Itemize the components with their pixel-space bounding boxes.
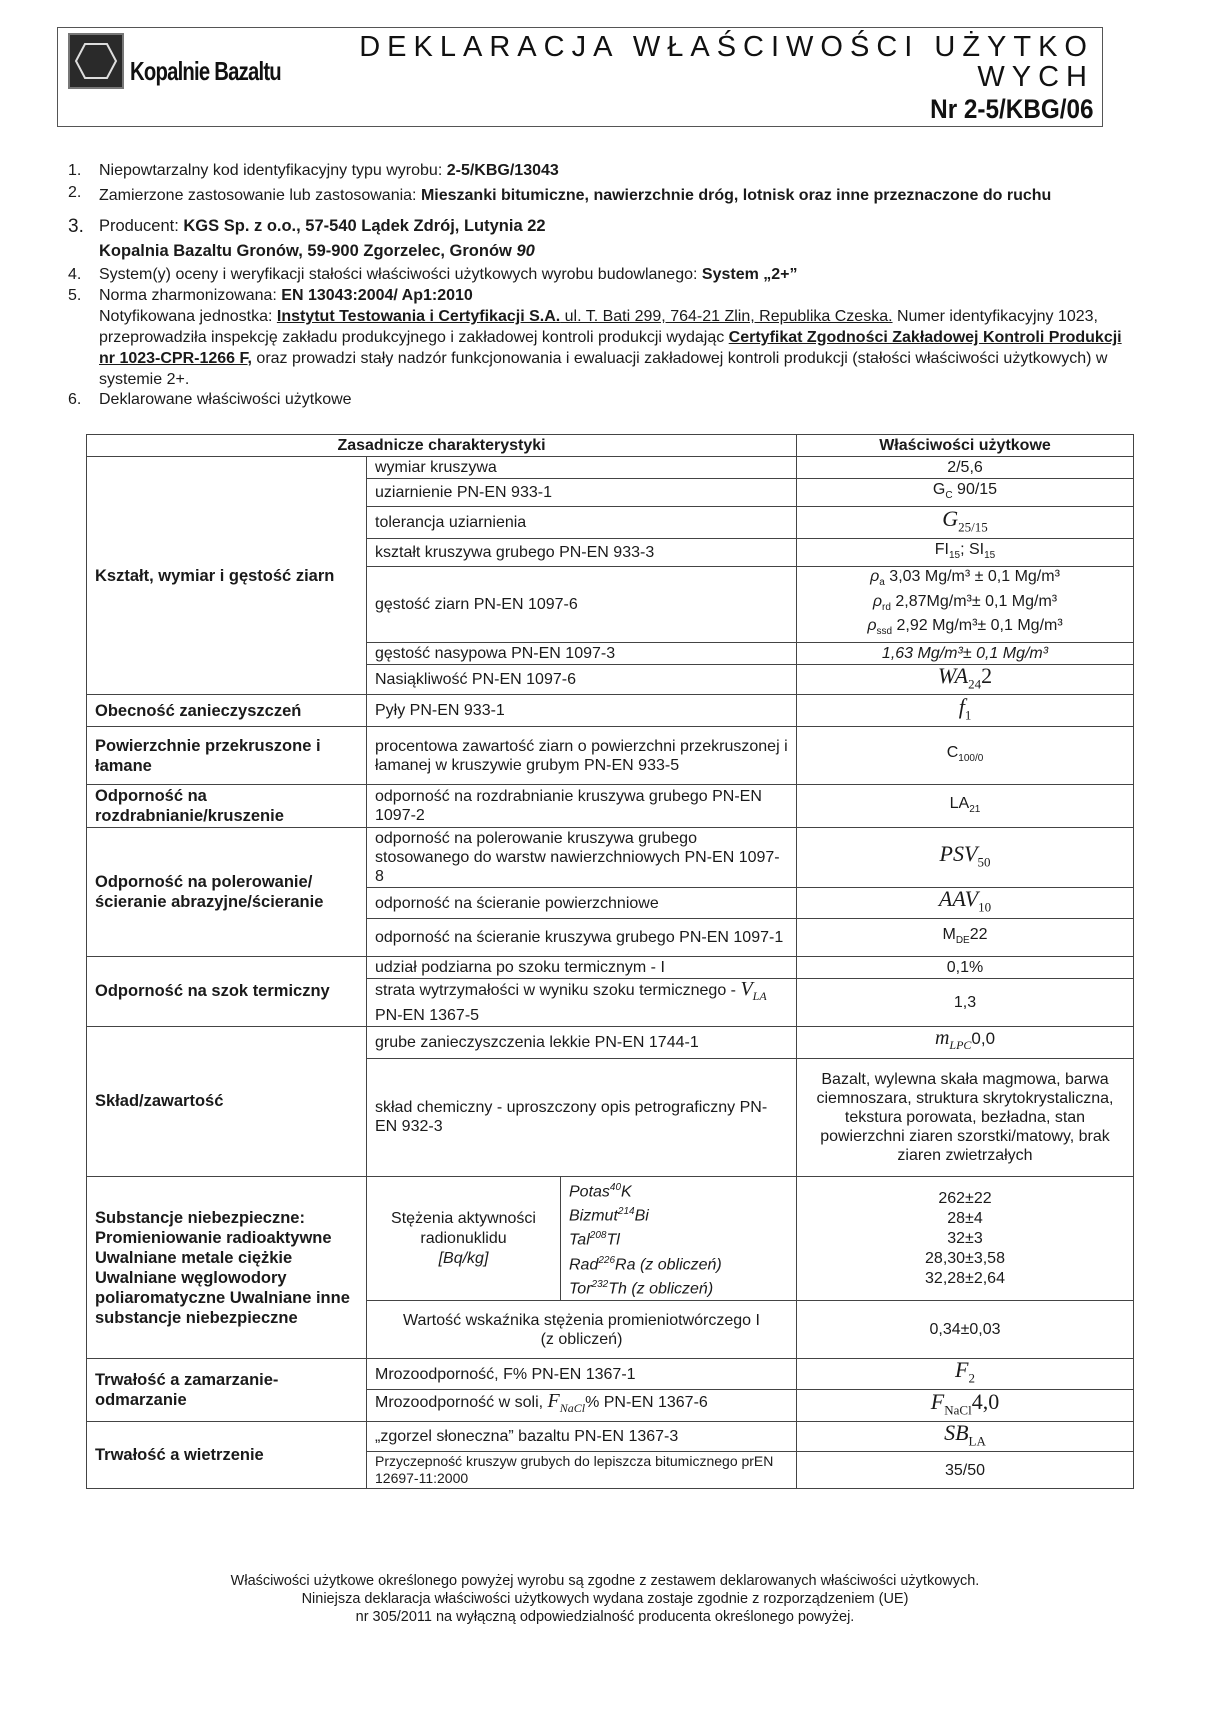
category-weathering: Trwałość a wietrzenie: [87, 1421, 367, 1488]
manufacturer: KGS Sp. z o.o., 57-540 Lądek Zdrój, Lutynia 22: [183, 217, 546, 235]
table-row: odporność na ścieranie powierzchniowe $AAV_{10}$: [87, 888, 1134, 918]
table-row: gęstość ziarn PN-EN 1097-6 $\rho_a$ 3,03 Mg/m³ ± 0,1 Mg/m³ $\rho_{rd}$ 2,87Mg/m³± 0,1 Mg/m³ $\rho_{ssd}$ 2,92 Mg/m³± 0,1 Mg/m³: [87, 567, 1134, 643]
category-composition: Skład/zawartość: [87, 1026, 367, 1176]
notified-body-link: Instytut Testowania i Certyfikacji S.A.: [276, 308, 561, 325]
category-shape: Kształt, wymiar i gęstość ziarn: [87, 457, 367, 695]
radioactivity-index-label: Wartość wskaźnika stężenia promieniotwórczego I: [403, 1311, 760, 1329]
table-row: gęstość nasypowa PN-EN 1097-3 1,63 Mg/m³± 0,1 Mg/m³: [87, 642, 1134, 664]
nuclide-bismuth: Bizmut$^{214}$Bi: [569, 1206, 649, 1225]
item-intended-use: 2. Zamierzone zastosowanie lub zastosowania: Mieszanki bitumiczne, nawierzchnie dróg, lotnisk oraz inne przeznaczone do ruchu: [68, 184, 1052, 204]
table-row: Trwałość a zamarzanie-odmarzanie Mrozoodporność, F% PN-EN 1367-1 $F_2$: [87, 1359, 1134, 1389]
document-header: [57, 27, 1103, 127]
nuclide-thorium: Tor$^{232}$Th (z obliczeń): [569, 1279, 714, 1298]
table-row: Trwałość a wietrzenie „zgorzel słoneczna” bazaltu PN-EN 1367-3 $SB_{LA}$: [87, 1421, 1134, 1451]
item-avcp-system: 4. System(y) oceny i weryfikacji stałości właściwości użytkowych wyrobu budowlanego: System „2+”: [68, 266, 798, 283]
category-crushed-surfaces: Powierzchnie przekruszone i łamane: [87, 727, 367, 785]
document-title-line2: WYCH: [977, 61, 1094, 93]
table-row: Powierzchnie przekruszone i łamane procentowa zawartość ziarn o powierzchni przekruszonej i łamanej w kruszywie grubym PN-EN 933-5 $C_{100/0}$: [87, 727, 1134, 785]
category-polishing: Odporność na polerowanie/ścieranie abrazyjne/ścieranie: [87, 828, 367, 956]
table-row: Mrozoodporność w soli, $F_{NaCl}\%$ PN-EN 1367-6 $F_{NaCl}4,0$: [87, 1389, 1134, 1421]
category-freeze-thaw: Trwałość a zamarzanie-odmarzanie: [87, 1359, 367, 1421]
table-row: Skład/zawartość grube zanieczyszczenia lekkie PN-EN 1744-1 $m_{LPC}0,0$: [87, 1026, 1134, 1058]
avcp-system: System „2+”: [701, 266, 798, 283]
document-title-line1: DEKLARACJA WŁAŚCIWOŚCI UŻYTKO: [359, 31, 1094, 63]
nuclide-potassium: Potas$^{40}$K: [569, 1181, 632, 1201]
table-row: skład chemiczny - uproszczony opis petrograficzny PN-EN 932-3 Bazalt, wylewna skała magmowa, barwa ciemnoszara, struktura skrytokrystaliczna, tekstura porowata, bezładna, stan powierzchni ziaren szorstki/matowy, brak ziaren zwietrzałych: [87, 1058, 1134, 1176]
table-row: Kształt, wymiar i gęstość ziarn wymiar kruszywa 2/5,6: [87, 457, 1134, 479]
item-harmonised-standard: 5. Norma zharmonizowana: EN 13043:2004/ Ap1:2010 Notyfikowana jednostka: Instytut Testowania i Certyfikacji S.A. ul. T. Bati 299, 764-21 Zlin, Republika Czeska. Numer identyfikacyjny 1023, przeprowadziła inspekcję zakładu produkcyjnego i zakładowej kontroli produkcji wydając Certyfikat Zgodności Zakładowej Kontroli Produkcji nr 1023-CPR-1266 F, oraz prowadzi stały nadzór funkcjonowania i ewaluacji zakładowej kontroli produkcji (stałości właściwości użytkowych) w systemie 2+.: [68, 287, 1122, 388]
certificate-link: Certyfikat Zgodności Zakładowej Kontroli Produkcji nr 1023-CPR-1266 F,: [99, 329, 1122, 367]
intended-use: Mieszanki bitumiczne, nawierzchnie dróg, lotnisk oraz inne przeznaczone do ruchu: [420, 187, 1052, 204]
company-logo-text: Kopalnie Bazaltu: [130, 56, 281, 86]
category-impurities: Obecność zanieczyszczeń: [87, 695, 367, 727]
table-row: Odporność na rozdrabnianie/kruszenie odporność na rozdrabnianie kruszywa grubego PN-EN 1097-2 $LA_{21}$: [87, 785, 1134, 828]
table-row: Obecność zanieczyszczeń Pyły PN-EN 933-1 $f_1$: [87, 695, 1134, 727]
table-header-row: [87, 435, 1134, 457]
table-row: kształt kruszywa grubego PN-EN 933-3 $FI_{15}$; $SI_{15}$: [87, 539, 1134, 567]
table-row: tolerancja uziarnienia $G_{25/15}$: [87, 507, 1134, 539]
table-row: strata wytrzymałości w wyniku szoku termicznego - $V_{LA}$ PN-EN 1367-5 1,3: [87, 978, 1134, 1026]
item-manufacturer: 3. Producent: KGS Sp. z o.o., 57-540 Lądek Zdrój, Lutynia 22 Kopalnia Bazaltu Gronów, 59-900 Zgorzelec, Gronów 90: [68, 216, 546, 260]
declaration-footer: Właściwości użytkowe określonego powyżej wyrobu są zgodne z zestawem deklarowanych właściwości użytkowych. Niniejsza deklaracja właściwości użytkowych wydana zostaje zgodnie z rozporządzeniem (UE) nr 305/2011 na wyłączną odpowiedzialność producenta określonego powyżej.: [230, 1573, 980, 1625]
table-row: Wartość wskaźnika stężenia promieniotwórczego I (z obliczeń) 0,34±0,03: [87, 1301, 1134, 1359]
item-product-code: 1. Niepowtarzalny kod identyfikacyjny typu wyrobu: 2-5/KBG/13043: [68, 162, 559, 179]
product-code: 2-5/KBG/13043: [446, 162, 559, 179]
radioactivity-index-value: 0,34±0,03: [797, 1301, 1134, 1359]
nuclide-values: 262±22 28±4 32±3 28,30±3,58 32,28±2,64: [797, 1176, 1134, 1301]
declaration-items: [68, 160, 1138, 410]
table-row: Substancje niebezpieczne: Promieniowanie radioaktywne Uwalniane metale ciężkie Uwalniane węglowodory poliaromatyczne Uwalniane inne substancje niebezpieczne Stężenia aktywności radionuklidu [Bq/kg] Potas$^{40}$K Bizmut$^{214}$Bi Tal$^{208}$Tl Rad$^{226}$Ra (z obliczeń) Tor$^{232}$Th (z obliczeń) 262±22 28±4 32±3 28,30±3,58 32,28±2,64: [87, 1176, 1134, 1301]
table-row: Odporność na polerowanie/ścieranie abrazyjne/ścieranie odporność na polerowanie kruszywa grubego stosowanego do warstw nawierzchniowych PN-EN 1097-8 $PSV_{50}$: [87, 828, 1134, 888]
table-row: Przyczepność kruszyw grubych do lepiszcza bitumicznego prEN 12697-11:2000 35/50: [87, 1452, 1134, 1489]
table-row: Nasiąkliwość PN-EN 1097-6 $WA_{24}2$: [87, 664, 1134, 694]
performance-table: [86, 434, 1134, 1489]
category-hazardous-substances: Substancje niebezpieczne: Promieniowanie radioaktywne Uwalniane metale ciężkie Uwalniane węglowodory poliaromatyczne Uwalniane inne substancje niebezpieczne: [87, 1176, 367, 1359]
harmonised-standard: EN 13043:2004/ Ap1:2010: [281, 287, 473, 304]
document-title: [359, 32, 1094, 92]
category-thermal-shock: Odporność na szok termiczny: [87, 956, 367, 1026]
table-row: odporność na ścieranie kruszywa grubego PN-EN 1097-1 $M_{DE}22$: [87, 918, 1134, 956]
category-fragmentation: Odporność na rozdrabnianie/kruszenie: [87, 785, 367, 828]
table-row: Odporność na szok termiczny udział podziarna po szoku termicznym - I 0,1%: [87, 956, 1134, 978]
nuclide-list: [561, 1176, 797, 1301]
hexagon-logo-icon: [68, 33, 124, 89]
header-performance: Właściwości użytkowe: [797, 435, 1134, 457]
nuclide-thallium: Tal$^{208}$Tl: [569, 1230, 620, 1249]
header-essential-characteristics: Zasadnicze charakterystyki: [87, 435, 797, 457]
activity-label: Stężenia aktywności radionuklidu: [391, 1209, 536, 1247]
nuclide-radium: Rad$^{226}$Ra (z obliczeń): [569, 1254, 722, 1274]
item-declared-performance: 6. Deklarowane właściwości użytkowe: [68, 391, 352, 408]
document-number: Nr 2-5/KBG/06: [930, 94, 1094, 124]
table-row: uziarnienie PN-EN 933-1 $G_C$ 90/15: [87, 479, 1134, 507]
manufacturer-plant: Kopalnia Bazaltu Gronów, 59-900 Zgorzelec, Gronów: [99, 242, 517, 260]
